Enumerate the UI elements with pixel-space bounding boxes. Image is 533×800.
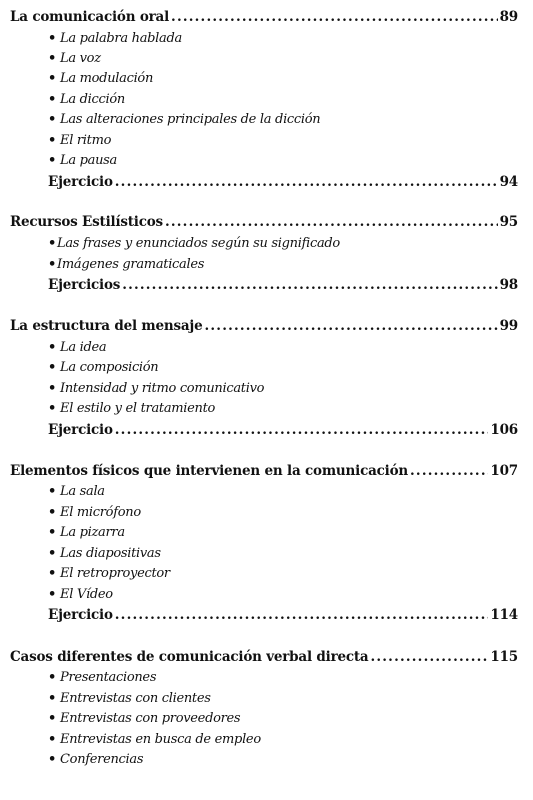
page-number: 94 xyxy=(499,174,518,190)
subitem-label: Presentaciones xyxy=(60,670,157,685)
heading-title: Elementos físicos que intervienen en la comunicación xyxy=(10,463,409,479)
toc-subitem: • Presentaciones xyxy=(48,668,156,688)
subitem-label: El estilo y el tratamiento xyxy=(60,401,216,416)
exercise-label: Ejercicio xyxy=(48,422,113,438)
page-number: 99 xyxy=(499,318,518,334)
page-number: 89 xyxy=(499,9,518,25)
toc-subitem: • La palabra hablada xyxy=(48,29,182,49)
toc-subitem: • La composición xyxy=(48,358,158,378)
toc-subitem: • El Vídeo xyxy=(48,585,113,605)
page-number: 95 xyxy=(499,214,518,230)
subitem-label: La idea xyxy=(60,340,107,355)
dot-leader xyxy=(410,461,488,481)
subitem-label: Las frases y enunciados según su significado xyxy=(57,236,340,251)
subitem-label: La sala xyxy=(60,484,105,499)
subitem-label: La pizarra xyxy=(60,525,125,540)
page-number: 98 xyxy=(499,277,518,293)
subitem-label: Las diapositivas xyxy=(60,546,161,561)
toc-subitem: • La voz xyxy=(48,49,101,69)
exercise-label: Ejercicios xyxy=(48,277,121,293)
toc-subitem: • El retroproyector xyxy=(48,564,170,584)
dot-leader xyxy=(171,7,498,27)
exercise-label: Ejercicio xyxy=(48,607,113,623)
subitem-label: La palabra hablada xyxy=(60,31,182,46)
subitem-label: La voz xyxy=(60,51,101,66)
subitem-label: Entrevistas con clientes xyxy=(60,691,211,706)
toc-subitem: • La modulación xyxy=(48,69,153,89)
subitem-label: La modulación xyxy=(60,71,154,86)
toc-subitem: • Las diapositivas xyxy=(48,544,161,564)
dot-leader xyxy=(115,605,489,625)
subitem-label: Imágenes gramaticales xyxy=(57,257,205,272)
toc-heading xyxy=(10,647,518,667)
toc-subitem: • Las alteraciones principales de la dicción xyxy=(48,110,320,130)
toc-heading xyxy=(10,461,518,481)
subitem-label: El retroproyector xyxy=(60,566,170,581)
toc-subitem: • La pausa xyxy=(48,151,117,171)
toc-subitem: • El estilo y el tratamiento xyxy=(48,399,215,419)
toc-subitem: • La sala xyxy=(48,482,105,502)
toc-heading xyxy=(10,212,518,232)
page-number: 115 xyxy=(490,649,518,665)
page-number: 106 xyxy=(490,422,518,438)
toc-subitem: • Imágenes gramaticales xyxy=(48,255,204,275)
toc-subitem: • Entrevistas con clientes xyxy=(48,689,211,709)
dot-leader xyxy=(370,647,488,667)
toc-subitem: • El ritmo xyxy=(48,131,111,151)
toc-subitem: • Conferencias xyxy=(48,750,143,770)
dot-leader xyxy=(115,172,498,192)
dot-leader xyxy=(115,420,489,440)
subitem-label: La dicción xyxy=(60,92,125,107)
toc-subitem: • El micrófono xyxy=(48,503,141,523)
page-number: 114 xyxy=(490,607,518,623)
subitem-label: Entrevistas con proveedores xyxy=(60,711,241,726)
toc-exercise xyxy=(48,420,518,440)
subitem-label: Las alteraciones principales de la dicción xyxy=(60,112,321,127)
toc-subitem: • Entrevistas con proveedores xyxy=(48,709,240,729)
subitem-label: El ritmo xyxy=(60,133,112,148)
toc-heading xyxy=(10,316,518,336)
toc-exercise xyxy=(48,605,518,625)
subitem-label: Intensidad y ritmo comunicativo xyxy=(60,381,265,396)
subitem-label: El micrófono xyxy=(60,505,141,520)
toc-subitem: • Intensidad y ritmo comunicativo xyxy=(48,379,264,399)
page-number: 107 xyxy=(490,463,518,479)
heading-title: Casos diferentes de comunicación verbal directa xyxy=(10,649,369,665)
heading-title: Recursos Estilísticos xyxy=(10,214,163,230)
subitem-label: El Vídeo xyxy=(60,587,113,602)
toc-subitem: • Entrevistas en busca de empleo xyxy=(48,730,261,750)
heading-title: La estructura del mensaje xyxy=(10,318,203,334)
dot-leader xyxy=(205,316,498,336)
toc-subitem: • Las frases y enunciados según su significado xyxy=(48,234,340,254)
toc-exercise xyxy=(48,172,518,192)
subitem-label: La composición xyxy=(60,360,159,375)
subitem-label: Entrevistas en busca de empleo xyxy=(60,732,261,747)
toc-heading xyxy=(10,7,518,27)
toc-exercise xyxy=(48,275,518,295)
dot-leader xyxy=(122,275,497,295)
toc-subitem: • La idea xyxy=(48,338,106,358)
toc-subitem: • La dicción xyxy=(48,90,125,110)
toc-subitem: • La pizarra xyxy=(48,523,125,543)
subitem-label: La pausa xyxy=(60,153,117,168)
subitem-label: Conferencias xyxy=(60,752,144,767)
dot-leader xyxy=(165,212,498,232)
exercise-label: Ejercicio xyxy=(48,174,113,190)
heading-title: La comunicación oral xyxy=(10,9,170,25)
